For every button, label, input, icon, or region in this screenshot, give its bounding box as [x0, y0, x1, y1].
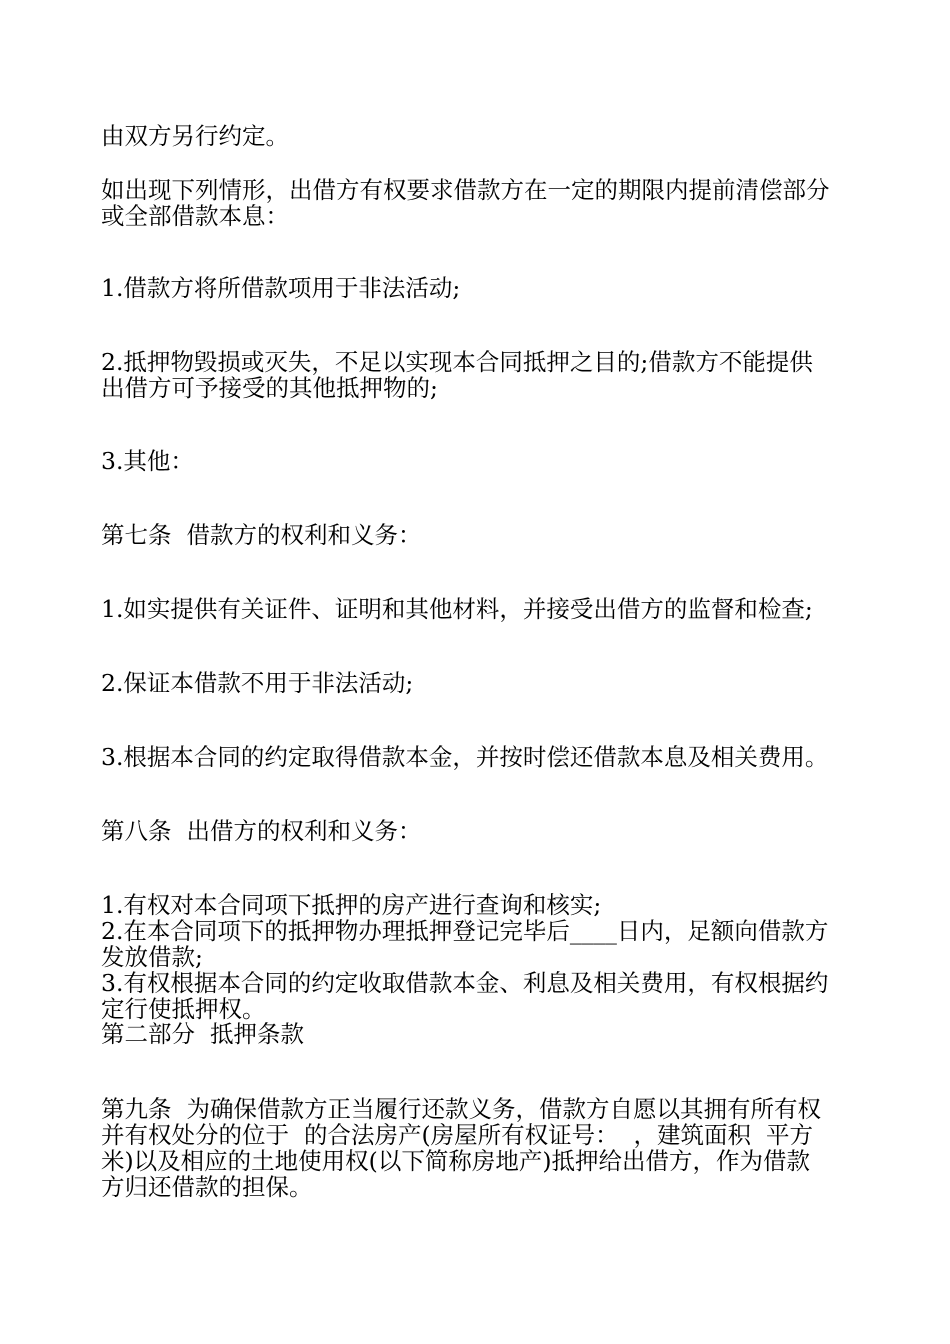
section-heading: 第九条 为确保借款方正当履行还款义务，借款方自愿以其拥有所有权 [101, 1095, 821, 1123]
text-line: 由双方另行约定。 [101, 122, 289, 150]
text-line: 2.在本合同项下的抵押物办理抵押登记完毕后____日内，足额向借款方 [101, 917, 829, 945]
text-line: 米)以及相应的土地使用权(以下简称房地产)抵押给出借方，作为借款 [101, 1147, 811, 1175]
text-line: 2.保证本借款不用于非法活动; [101, 669, 414, 697]
section-heading: 第七条 借款方的权利和义务： [101, 521, 422, 549]
section-heading: 第八条 出借方的权利和义务： [101, 817, 422, 845]
text-line: 如出现下列情形，出借方有权要求借款方在一定的期限内提前清偿部分 [101, 176, 830, 204]
text-line: 2.抵押物毁损或灭失，不足以实现本合同抵押之目的;借款方不能提供 [101, 348, 813, 376]
text-line: 3.有权根据本合同的约定收取借款本金、利息及相关费用，有权根据约 [101, 969, 829, 997]
text-line: 3.其他： [101, 447, 194, 475]
text-line: 1.借款方将所借款项用于非法活动; [101, 274, 461, 302]
text-line: 并有权处分的位于 的合法房产(房屋所有权证号： ，建筑面积 平方 [101, 1121, 813, 1149]
text-line: 定行使抵押权。 [101, 995, 266, 1023]
text-line: 或全部借款本息： [101, 202, 289, 230]
text-line: 出借方可予接受的其他抵押物的; [101, 374, 438, 402]
text-line: 1.如实提供有关证件、证明和其他材料，并接受出借方的监督和检查; [101, 595, 813, 623]
part-heading: 第二部分 抵押条款 [101, 1020, 304, 1048]
text-line: 方归还借款的担保。 [101, 1173, 313, 1201]
text-line: 1.有权对本合同项下抵押的房产进行查询和核实; [101, 891, 602, 919]
text-line: 3.根据本合同的约定取得借款本金，并按时偿还借款本息及相关费用。 [101, 743, 829, 771]
text-line: 发放借款; [101, 943, 203, 971]
